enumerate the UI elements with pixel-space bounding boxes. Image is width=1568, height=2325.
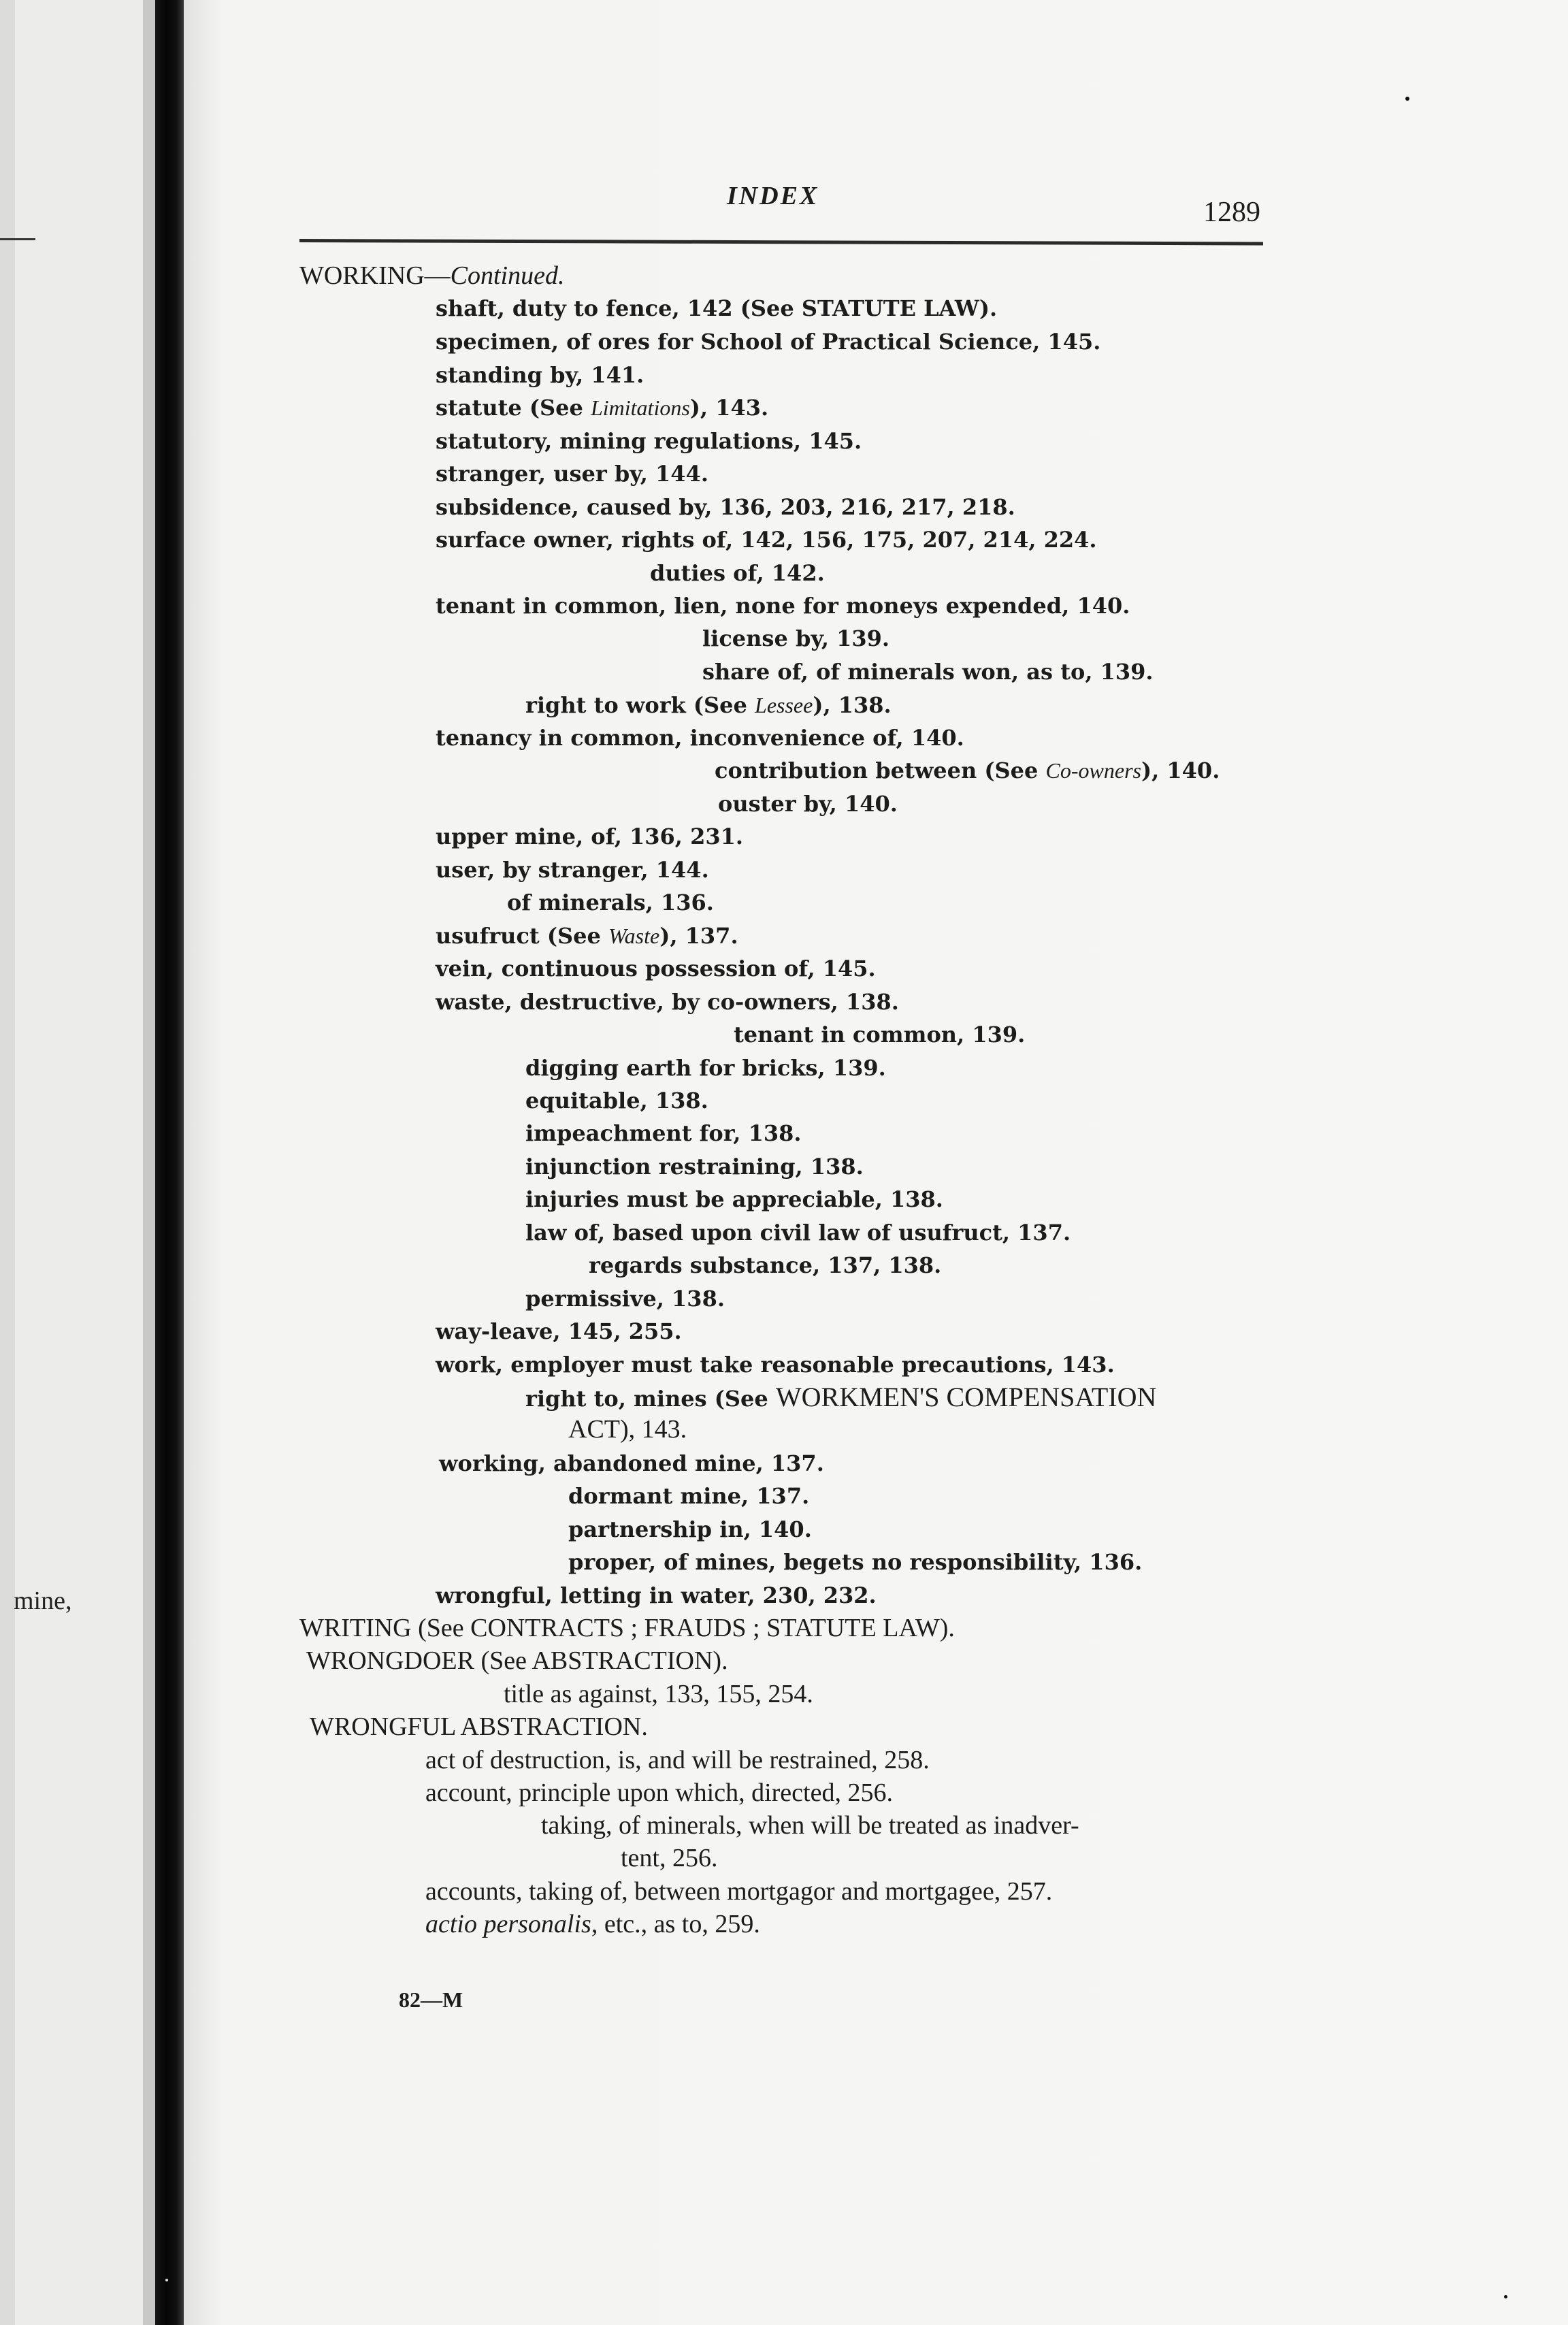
index-line-segment: upper mine, of, 136, 231. <box>436 824 743 849</box>
index-line <box>525 1285 725 1312</box>
index-line-segment: proper, of mines, begets no responsibility, 136. <box>568 1549 1143 1575</box>
index-line-segment: right to, mines (See <box>525 1386 776 1412</box>
index-line-segment: act of destruction, is, and will be restrained, 258. <box>425 1746 930 1774</box>
index-line <box>306 1647 728 1674</box>
index-line <box>436 988 899 1015</box>
index-line-segment: Limitations <box>590 395 690 420</box>
index-line-segment: impeachment for, 138. <box>525 1120 802 1146</box>
index-line <box>525 1087 708 1114</box>
index-line-segment: tenancy in common, inconvenience of, 140. <box>436 725 964 751</box>
index-line-segment: user, by stranger, 144. <box>436 857 709 883</box>
index-line-segment: digging earth for bricks, 139. <box>525 1055 886 1081</box>
index-line-segment: vein, continuous possession of, 145. <box>436 956 876 981</box>
dust-speck <box>1405 97 1409 101</box>
index-line-segment: specimen, of ores for School of Practical Science, 145. <box>436 329 1101 355</box>
index-line-segment: WORKING— <box>299 261 451 290</box>
index-line-segment: contribution between (See <box>715 758 1046 783</box>
index-line-segment: shaft, duty to fence, 142 (See STATUTE LAW). <box>436 295 998 321</box>
index-line <box>436 922 738 949</box>
index-line-segment: duties of, 142. <box>650 560 825 586</box>
index-line-segment: WORKMEN'S COMPENSATION <box>775 1382 1157 1412</box>
index-line-segment: law of, based upon civil law of usufruct, 137. <box>525 1220 1071 1246</box>
index-line-segment: tent, 256. <box>621 1844 718 1872</box>
index-line-segment: way-leave, 145, 255. <box>436 1318 682 1344</box>
index-line <box>650 559 825 587</box>
index-line <box>568 1548 1142 1576</box>
index-line-segment: regards substance, 137, 138. <box>589 1252 942 1278</box>
index-line <box>702 625 889 652</box>
index-line-segment: injuries must be appreciable, 138. <box>525 1186 943 1212</box>
index-line-segment: subsidence, caused by, 136, 203, 216, 217, 218. <box>436 494 1015 520</box>
index-line <box>299 262 564 289</box>
index-line <box>525 1120 802 1147</box>
index-line <box>425 1746 930 1774</box>
index-line <box>436 295 997 322</box>
index-line-segment: standing by, 141. <box>436 362 644 388</box>
index-line <box>525 1153 864 1180</box>
index-line-segment: partnership in, 140. <box>568 1516 812 1542</box>
index-line <box>436 460 708 487</box>
index-line <box>425 1779 893 1806</box>
index-line-segment: statute (See <box>436 395 591 421</box>
index-line-segment: working, abandoned mine, 137. <box>439 1450 824 1476</box>
index-line <box>439 1450 824 1477</box>
index-line-segment: account, principle upon which, directed, 256. <box>425 1778 893 1807</box>
index-line-segment: dormant mine, 137. <box>568 1483 810 1509</box>
index-line <box>718 790 898 817</box>
index-line-segment: Lessee <box>755 693 813 717</box>
index-line-segment: of minerals, 136. <box>507 890 714 915</box>
index-line <box>436 493 1015 521</box>
index-line <box>436 526 1097 553</box>
dust-speck <box>165 2279 168 2281</box>
index-line <box>436 427 862 455</box>
index-line-segment: Co-owners <box>1045 758 1141 783</box>
index-line <box>715 757 1220 784</box>
index-line <box>436 823 743 850</box>
index-line <box>436 328 1100 355</box>
index-line <box>702 658 1154 685</box>
index-line <box>425 1878 1052 1905</box>
index-line <box>734 1021 1025 1048</box>
index-line <box>525 1186 943 1213</box>
index-line <box>436 1582 877 1609</box>
index-line-segment: injunction restraining, 138. <box>525 1154 864 1180</box>
index-line-segment: Continued. <box>450 261 565 290</box>
index-line <box>299 1614 955 1642</box>
index-line-segment: ), 143. <box>689 395 769 421</box>
index-line-segment: work, employer must take reasonable precautions, 143. <box>436 1352 1115 1378</box>
index-line-segment: waste, destructive, by co-owners, 138. <box>436 989 899 1015</box>
index-line <box>310 1713 648 1740</box>
index-line-segment: Waste <box>608 924 660 948</box>
index-line <box>568 1416 687 1443</box>
index-line <box>436 592 1130 619</box>
index-line-segment: WRONGDOER (See ABSTRACTION). <box>306 1646 728 1675</box>
index-line <box>589 1252 941 1279</box>
index-line <box>621 1844 717 1872</box>
index-line <box>425 1911 760 1938</box>
index-line-segment: surface owner, rights of, 142, 156, 175, 207, 214, 224. <box>436 527 1097 553</box>
index-line-segment: tenant in common, lien, none for moneys expended, 140. <box>436 593 1130 619</box>
left-page-text-fragment: mine, <box>14 1587 72 1615</box>
index-line <box>436 394 768 421</box>
index-line <box>568 1482 809 1510</box>
index-line <box>525 692 892 719</box>
index-line-segment: statutory, mining regulations, 145. <box>436 428 862 454</box>
index-line-segment: WRONGFUL ABSTRACTION. <box>310 1712 648 1741</box>
index-line-segment: ), 140. <box>1141 758 1220 783</box>
index-line-segment: ), 138. <box>813 692 892 718</box>
index-line <box>504 1680 813 1708</box>
index-line <box>436 856 709 883</box>
page-number: 1289 <box>1203 197 1260 228</box>
index-line-segment: ACT), 143. <box>568 1415 687 1444</box>
index-line-segment: title as against, 133, 155, 254. <box>504 1680 813 1708</box>
index-line-segment: tenant in common, 139. <box>734 1022 1026 1047</box>
index-line-segment: actio personalis <box>425 1910 591 1938</box>
index-line-segment: ouster by, 140. <box>718 791 898 817</box>
index-line <box>436 361 644 389</box>
index-line-segment: ), 137. <box>659 923 738 949</box>
printer-signature: 82—M <box>399 1987 463 2012</box>
index-line <box>541 1812 1079 1839</box>
index-line <box>436 1351 1115 1378</box>
index-line <box>525 1384 1156 1412</box>
index-line <box>525 1219 1071 1246</box>
index-line <box>436 955 876 982</box>
index-line-segment: right to work (See <box>525 692 755 718</box>
index-line <box>525 1054 886 1082</box>
index-line-segment: stranger, user by, 144. <box>436 461 708 487</box>
index-line-segment: share of, of minerals won, as to, 139. <box>702 659 1154 685</box>
index-line <box>436 1318 682 1345</box>
index-line-segment: taking, of minerals, when will be treated as inadver- <box>541 1811 1079 1840</box>
index-line <box>568 1516 812 1543</box>
running-head: INDEX <box>727 182 819 210</box>
index-line-segment: permissive, 138. <box>525 1286 725 1312</box>
index-line-segment: accounts, taking of, between mortgagor and mortgagee, 257. <box>425 1877 1053 1906</box>
index-line-segment: wrongful, letting in water, 230, 232. <box>436 1582 877 1608</box>
index-line <box>507 889 714 916</box>
index-line <box>436 724 964 751</box>
index-line-segment: license by, 139. <box>702 625 890 651</box>
index-line-segment: equitable, 138. <box>525 1088 708 1113</box>
index-line-segment: , etc., as to, 259. <box>591 1910 760 1938</box>
index-line-segment: WRITING (See CONTRACTS ; FRAUDS ; STATUTE LAW). <box>299 1614 955 1642</box>
dust-speck <box>1504 2295 1507 2298</box>
index-line-segment: usufruct (See <box>436 923 608 949</box>
